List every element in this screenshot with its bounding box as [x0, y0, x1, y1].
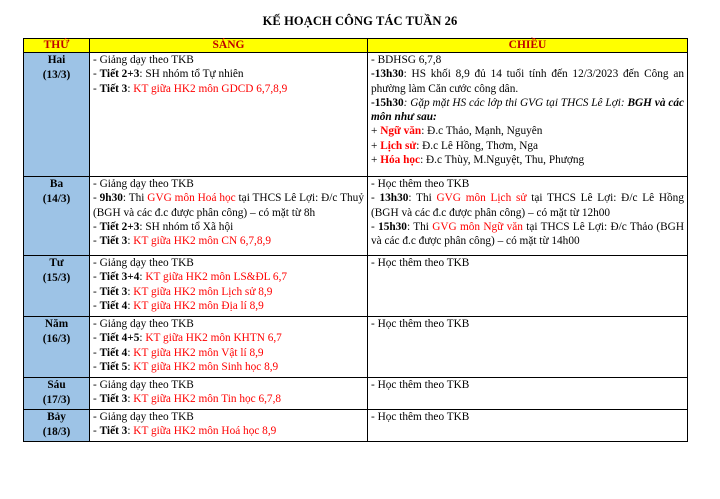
schedule-line: - Học thêm theo TKB: [371, 379, 470, 391]
line-prefix: -: [93, 271, 100, 284]
schedule-line: - Tiết 2+3: SH nhóm tổ Xã hội: [93, 220, 234, 233]
day-name: Hai: [47, 54, 66, 66]
line-text: : Đ.c Thảo, Mạnh, Nguyên: [421, 125, 543, 138]
line-prefix: -: [93, 68, 100, 81]
schedule-line: - Tiết 3: KT giữa HK2 môn CN 6,7,8,9: [93, 235, 271, 248]
line-prefix: -: [93, 82, 100, 95]
line-text: : Thi: [408, 192, 437, 205]
schedule-line: [93, 331, 364, 345]
afternoon-cell: [368, 177, 688, 256]
header-afternoon: CHIỀU: [368, 39, 688, 53]
day-cell: [24, 256, 90, 317]
period-label: Tiết 4: [99, 299, 128, 312]
line-sep: :: [127, 299, 134, 312]
schedule-line: [93, 270, 364, 284]
schedule-line: - 9h30: Thi GVG môn Hoá học tại THCS Lê Lợi: Đ/c Thuỷ (BGH và các đ.c được phân công) – có mặt từ 8h: [93, 192, 364, 219]
row-monday: [24, 53, 688, 177]
schedule-line: [93, 285, 364, 299]
schedule-line: [371, 96, 684, 125]
line-text: - Giảng dạy theo TKB: [93, 379, 194, 391]
day-cell: [24, 177, 90, 256]
morning-cell: [90, 410, 368, 442]
schedule-line: [93, 256, 364, 270]
schedule-line: [93, 299, 364, 313]
time-label: 15h30: [378, 220, 407, 233]
day-cell: [24, 53, 90, 177]
line-sep: :: [139, 332, 146, 345]
schedule-line: [93, 424, 364, 438]
subject-line: + Lịch sử: Đ.c Lê Hồng, Thơm, Nga: [371, 139, 539, 152]
line-text: BGH và các môn như sau:: [371, 96, 684, 124]
header-day: THỨ: [24, 39, 90, 53]
line-text: tại THCS Lê Lợi: Đ/c Lê Hồng (BGH và các đ.c được phân công) – có mặt từ 12h00: [371, 192, 684, 219]
schedule-line: [93, 346, 364, 360]
line-prefix: -: [93, 299, 100, 312]
day-date: (16/3): [42, 332, 71, 345]
line-text: - Giảng dạy theo TKB: [93, 54, 194, 66]
line-text: - Giảng dạy theo TKB: [93, 318, 194, 330]
afternoon-cell: [368, 53, 688, 177]
line-text: - Giảng dạy theo TKB: [93, 411, 194, 423]
schedule-line: - 13h30: Thi GVG môn Lịch sử tại THCS Lê Lợi: Đ/c Lê Hồng (BGH và các đ.c được phân công) – có mặt từ 12h00: [371, 192, 684, 219]
day-date: (15/3): [42, 271, 71, 284]
subject-label: Ngữ văn: [380, 125, 422, 138]
line-text: tại THCS Lê Lợi: Đ/c Thảo (BGH và các đ.c được phân công) – có mặt từ 14h00: [371, 220, 685, 248]
exam-text: GVG môn Lịch sử: [436, 192, 527, 205]
day-date: (18/3): [42, 425, 71, 438]
afternoon-cell: [368, 256, 688, 317]
exam-text: KT giữa HK2 môn Tin học 6,7,8: [133, 393, 282, 406]
schedule-line: [93, 53, 364, 67]
exam-text: KT giữa HK2 môn LS&ĐL 6,7: [145, 271, 288, 284]
day-cell: [24, 410, 90, 442]
line-prefix: -: [93, 332, 100, 345]
schedule-line: - Học thêm theo TKB: [371, 178, 470, 190]
line-prefix: -: [93, 425, 100, 438]
schedule-line: [93, 317, 364, 331]
subject-label: Hóa học: [380, 154, 421, 167]
header-morning: SÁNG: [90, 39, 368, 53]
schedule-line: [93, 378, 364, 392]
day-name: Ba: [49, 178, 64, 190]
day-date: (17/3): [42, 393, 71, 406]
schedule-line: - 15h30: Thi GVG môn Ngữ văn tại THCS Lê Lợi: Đ/c Thảo (BGH và các đ.c được phân công) – có mặt từ 14h00: [371, 220, 685, 248]
afternoon-cell: [368, 410, 688, 442]
schedule-line: - Học thêm theo TKB: [371, 257, 470, 269]
line-text: : Gặp mặt HS các lớp thi GVG tại THCS Lê Lợi:: [403, 96, 628, 109]
line-text: : Thi: [122, 192, 148, 205]
period-label: Tiết 3: [99, 285, 128, 298]
line-text: tại THCS Lê Lợi: Đ/c Thuỷ (BGH và các đ.c được phân công) – có mặt từ 8h: [93, 192, 364, 219]
row-tuesday: [24, 177, 688, 256]
schedule-table: [23, 38, 688, 442]
schedule-line: [93, 392, 364, 406]
line-text: : SH nhóm tổ Tự nhiên: [139, 68, 244, 81]
exam-text: GVG môn Hoá học: [147, 192, 236, 205]
afternoon-cell: [368, 317, 688, 378]
period-label: Tiết 4: [99, 346, 128, 359]
exam-text: KT giữa HK2 môn KHTN 6,7: [145, 332, 282, 345]
line-sep: :: [127, 360, 134, 373]
morning-cell: [90, 378, 368, 410]
row-saturday: [24, 410, 688, 442]
line-text: : Đ.c Lê Hồng, Thơm, Nga: [416, 139, 539, 152]
line-prefix: -: [93, 360, 100, 373]
day-cell: [24, 317, 90, 378]
line-sep: :: [127, 346, 134, 359]
morning-cell: [90, 317, 368, 378]
row-wednesday: [24, 256, 688, 317]
time-label: -15h30: [371, 96, 404, 109]
schedule-line: [93, 410, 364, 424]
subject-line: + Hóa học: Đ.c Thùy, M.Nguyệt, Thu, Phượng: [371, 154, 585, 167]
day-cell: [24, 378, 90, 410]
line-sep: :: [127, 393, 134, 406]
exam-text: GVG môn Ngữ văn: [432, 220, 523, 233]
schedule-line: - BDHSG 6,7,8: [371, 54, 442, 66]
day-date: (14/3): [42, 192, 71, 205]
exam-text: KT giữa HK2 môn Địa lí 8,9: [133, 299, 264, 312]
day-name: Năm: [44, 318, 69, 330]
line-text: : SH nhóm tổ Xã hội: [139, 220, 234, 233]
exam-text: KT giữa HK2 môn CN 6,7,8,9: [133, 235, 271, 248]
period-label: Tiết 3: [99, 425, 128, 438]
schedule-line: [93, 360, 364, 374]
period-label: Tiết 3: [99, 393, 128, 406]
schedule-line: [93, 67, 364, 81]
period-label: Tiết 2+3: [99, 220, 140, 233]
line-sep: :: [127, 285, 134, 298]
period-label: Tiết 2+3: [99, 68, 140, 81]
day-name: Tư: [49, 257, 64, 269]
afternoon-cell: [368, 378, 688, 410]
period-label: Tiết 4+5: [99, 332, 140, 345]
line-sep: :: [139, 271, 146, 284]
page-title: KẾ HOẠCH CÔNG TÁC TUẦN 26: [262, 14, 458, 28]
time-label: -13h30: [371, 68, 404, 81]
period-label: Tiết 3: [99, 82, 128, 95]
line-sep: :: [127, 425, 134, 438]
line-text: - Giảng dạy theo TKB: [93, 257, 194, 269]
time-label: 9h30: [99, 192, 123, 205]
exam-text: KT giữa HK2 môn Sinh học 8,9: [133, 360, 279, 373]
exam-text: KT giữa HK2 môn Hoá học 8,9: [133, 425, 277, 438]
line-prefix: -: [93, 285, 100, 298]
line-prefix: -: [93, 346, 100, 359]
line-sep: :: [127, 82, 134, 95]
schedule-line: - Học thêm theo TKB: [371, 411, 470, 423]
exam-text: KT giữa HK2 môn Vật lí 8,9: [133, 346, 264, 359]
period-label: Tiết 5: [99, 360, 128, 373]
subject-line: + Ngữ văn: Đ.c Thảo, Mạnh, Nguyên: [371, 125, 543, 138]
day-date: (13/3): [42, 68, 71, 81]
morning-cell: [90, 177, 368, 256]
exam-text: KT giữa HK2 môn Lịch sử 8,9: [133, 285, 273, 298]
day-name: Bảy: [47, 411, 66, 423]
schedule-line: - Học thêm theo TKB: [371, 318, 470, 330]
period-label: Tiết 3: [99, 235, 128, 248]
schedule-line: - Giảng dạy theo TKB: [93, 178, 194, 190]
day-name: Sáu: [47, 379, 66, 391]
exam-text: KT giữa HK2 môn GDCD 6,7,8,9: [133, 82, 288, 95]
header-row: [24, 39, 688, 53]
morning-cell: [90, 256, 368, 317]
schedule-line: [93, 82, 364, 96]
line-text: : HS khối 8,9 đủ 14 tuổi tính đến 12/3/2023 đến Công an phường làm Căn cước công dân.: [371, 68, 684, 95]
subject-label: Lịch sử: [380, 139, 417, 152]
line-text: : Đ.c Thùy, M.Nguyệt, Thu, Phượng: [420, 154, 585, 167]
schedule-line: [371, 67, 684, 96]
line-text: : Thi: [406, 220, 433, 233]
morning-cell: [90, 53, 368, 177]
row-thursday: [24, 317, 688, 378]
row-friday: [24, 378, 688, 410]
period-label: Tiết 3+4: [99, 271, 140, 284]
line-prefix: -: [93, 393, 100, 406]
time-label: 13h30: [379, 192, 409, 205]
